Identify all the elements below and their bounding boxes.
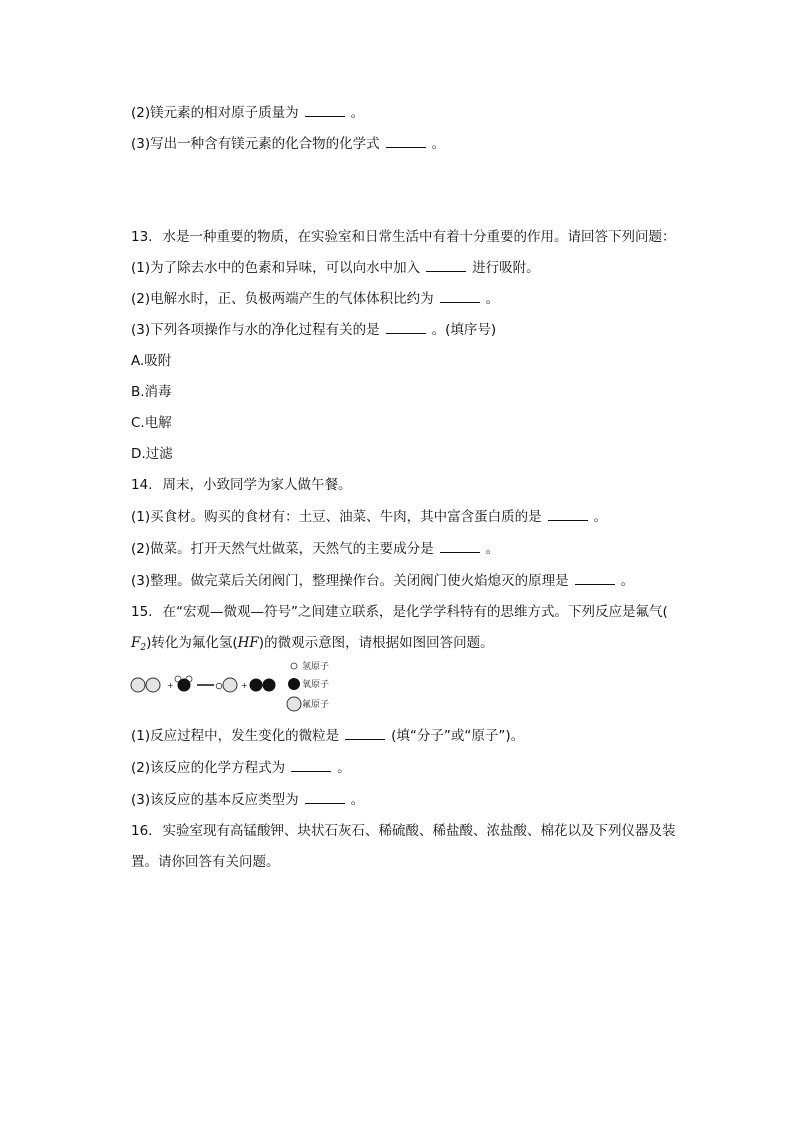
oxygen-legend-icon [288, 678, 300, 690]
q15-stem-line1: 15. 在“宏观—微观—符号”之间建立联系，是化学学科特有的思维方式。下列反应是氟气( [131, 604, 668, 620]
q15-part2: (2)该反应的化学方程式为 。 [131, 760, 351, 776]
oxygen-molecule [250, 679, 276, 692]
question-number: 14. [131, 477, 153, 493]
answer-blank[interactable] [440, 540, 480, 553]
option-a: A.吸附 [131, 353, 172, 369]
q15-stem-line2: $F_2$)转化为氟化氢(HF)的微观示意图，请根据如图回答问题。 [131, 635, 494, 653]
q15-part3: (3)该反应的基本反应类型为 。 [131, 792, 365, 808]
question-number: 15. [131, 604, 153, 620]
q12-part2: (2)镁元素的相对原子质量为 。 [131, 105, 365, 121]
option-c: C.电解 [131, 415, 172, 431]
answer-blank[interactable] [575, 572, 615, 585]
hf-molecule [216, 678, 237, 692]
hydrogen-legend-icon [291, 663, 297, 669]
q14-part3: (3)整理。做完菜后关闭阀门，整理操作台。关闭阀门使火焰熄灭的原理是 。 [131, 573, 635, 589]
q16-stem-line1: 16. 实验室现有高锰酸钾、块状石灰石、稀硫酸、稀盐酸、浓盐酸、棉花以及下列仪器及装 [131, 823, 676, 839]
plus-sign: + [167, 681, 174, 690]
answer-blank[interactable] [305, 791, 345, 804]
question-number: 13. [131, 229, 153, 245]
q13-part1: (1)为了除去水中的色素和异味，可以向水中加入 进行吸附。 [131, 260, 540, 276]
option-b: B.消毒 [131, 384, 172, 400]
answer-blank[interactable] [426, 259, 466, 272]
q12-part3: (3)写出一种含有镁元素的化合物的化学式 。 [131, 136, 446, 152]
q16-stem-line2: 置。请你回答有关问题。 [131, 854, 280, 870]
fluorine-legend-icon [287, 697, 301, 711]
legend-oxygen: 氧原子 [302, 680, 330, 690]
q14-stem: 14. 周末，小致同学为家人做午餐。 [131, 477, 352, 493]
question-number: 16. [131, 823, 153, 839]
q15-part1: (1)反应过程中，发生变化的微粒是 (填“分子”或“原子”)。 [131, 728, 525, 744]
reaction-diagram [128, 660, 358, 716]
answer-blank[interactable] [291, 759, 331, 772]
q13-stem: 13. 水是一种重要的物质，在实验室和日常生活中有着十分重要的作用。请回答下列问题： [131, 229, 676, 245]
legend [287, 660, 329, 711]
answer-blank[interactable] [386, 321, 426, 334]
water-molecule [175, 676, 192, 692]
option-d: D.过滤 [131, 446, 173, 462]
formula-hf: HF [237, 635, 259, 651]
answer-blank[interactable] [386, 135, 426, 148]
q13-part3: (3)下列各项操作与水的净化过程有关的是 。(填序号) [131, 322, 497, 338]
fluorine-molecule [131, 678, 160, 692]
legend-hydrogen: 氢原子 [302, 662, 330, 672]
answer-blank[interactable] [548, 508, 588, 521]
q14-part2: (2)做菜。打开天然气灶做菜，天然气的主要成分是 。 [131, 541, 500, 557]
legend-fluorine: 氟原子 [302, 700, 330, 710]
answer-blank[interactable] [305, 104, 345, 117]
q13-part2: (2)电解水时，正、负极两端产生的气体体积比约为 。 [131, 291, 500, 307]
answer-blank[interactable] [440, 290, 480, 303]
plus-sign: + [241, 681, 248, 690]
formula-f2: $F_2$ [131, 635, 147, 653]
q14-part1: (1)买食材。购买的食材有：土豆、油菜、牛肉，其中富含蛋白质的是 。 [131, 509, 608, 525]
answer-blank[interactable] [345, 727, 385, 740]
